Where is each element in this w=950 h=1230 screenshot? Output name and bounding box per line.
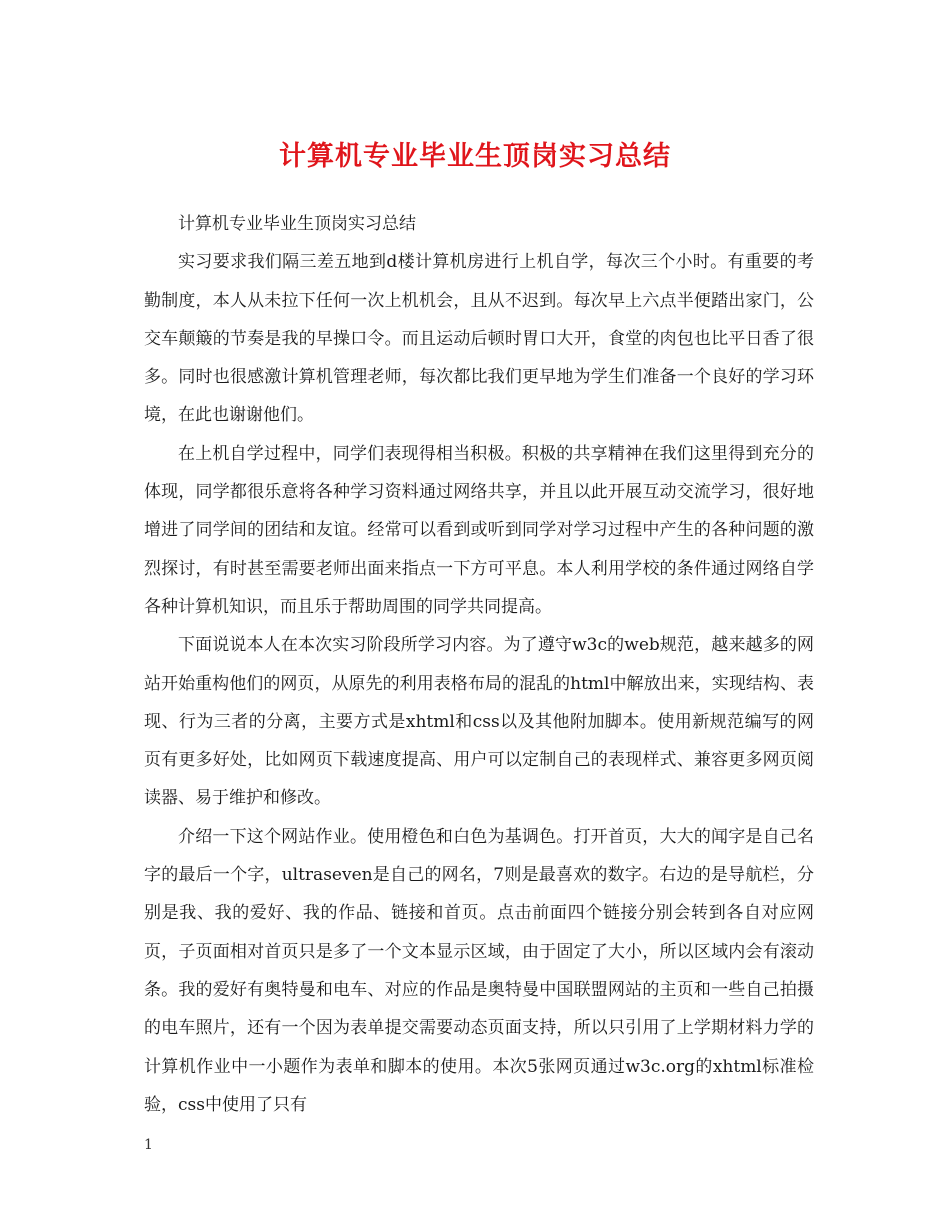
document-body	[144, 205, 814, 1124]
paragraph: 在上机自学过程中，同学们表现得相当积极。积极的共享精神在我们这里得到充分的体现，同学都很乐意将各种学习资料通过网络共享，并且以此开展互动交流学习，很好地增进了同学间的团结和友谊。经常可以看到或听到同学对学习过程中产生的各种问题的激烈探讨，有时甚至需要老师出面来指点一下方可平息。本人利用学校的条件通过网络自学各种计算机知识，而且乐于帮助周围的同学共同提高。	[144, 443, 814, 617]
paragraph: 实习要求我们隔三差五地到d楼计算机房进行上机自学，每次三个小时。有重要的考勤制度，本人从未拉下任何一次上机机会，且从不迟到。每次早上六点半便踏出家门，公交车颠簸的节奏是我的早操口令。而且运动后顿时胃口大开，食堂的肉包也比平日香了很多。同时也很感激计算机管理老师，每次都比我们更早地为学生们准备一个良好的学习环境，在此也谢谢他们。	[144, 252, 814, 426]
document-title: 计算机专业毕业生顶岗实习总结	[279, 141, 671, 172]
paragraph: 介绍一下这个网站作业。使用橙色和白色为基调色。打开首页，大大的闻字是自己名字的最后一个字，ultraseven是自己的网名，7则是最喜欢的数字。右边的是导航栏，分别是我、我的爱好、我的作品、链接和首页。点击前面四个链接分别会转到各自对应网页，子页面相对首页只是多了一个文本显示区域，由于固定了大小，所以区域内会有滚动条。我的爱好有奥特曼和电车、对应的作品是奥特曼中国联盟网站的主页和一些自己拍摄的电车照片，还有一个因为表单提交需要动态页面支持，所以只引用了上学期材料力学的计算机作业中一小题作为表单和脚本的使用。本次5张网页通过w3c.org的xhtml标准检验，css中使用了只有	[144, 826, 814, 1115]
paragraph: 下面说说本人在本次实习阶段所学习内容。为了遵守w3c的web规范，越来越多的网站开始重构他们的网页，从原先的利用表格布局的混乱的html中解放出来，实现结构、表现、行为三者的分离，主要方式是xhtml和css以及其他附加脚本。使用新规范编写的网页有更多好处，比如网页下载速度提高、用户可以定制自己的表现样式、兼容更多网页阅读器、易于维护和修改。	[144, 635, 814, 809]
page-number: 1	[144, 1137, 153, 1153]
paragraph-subtitle: 计算机专业毕业生顶岗实习总结	[178, 214, 416, 234]
